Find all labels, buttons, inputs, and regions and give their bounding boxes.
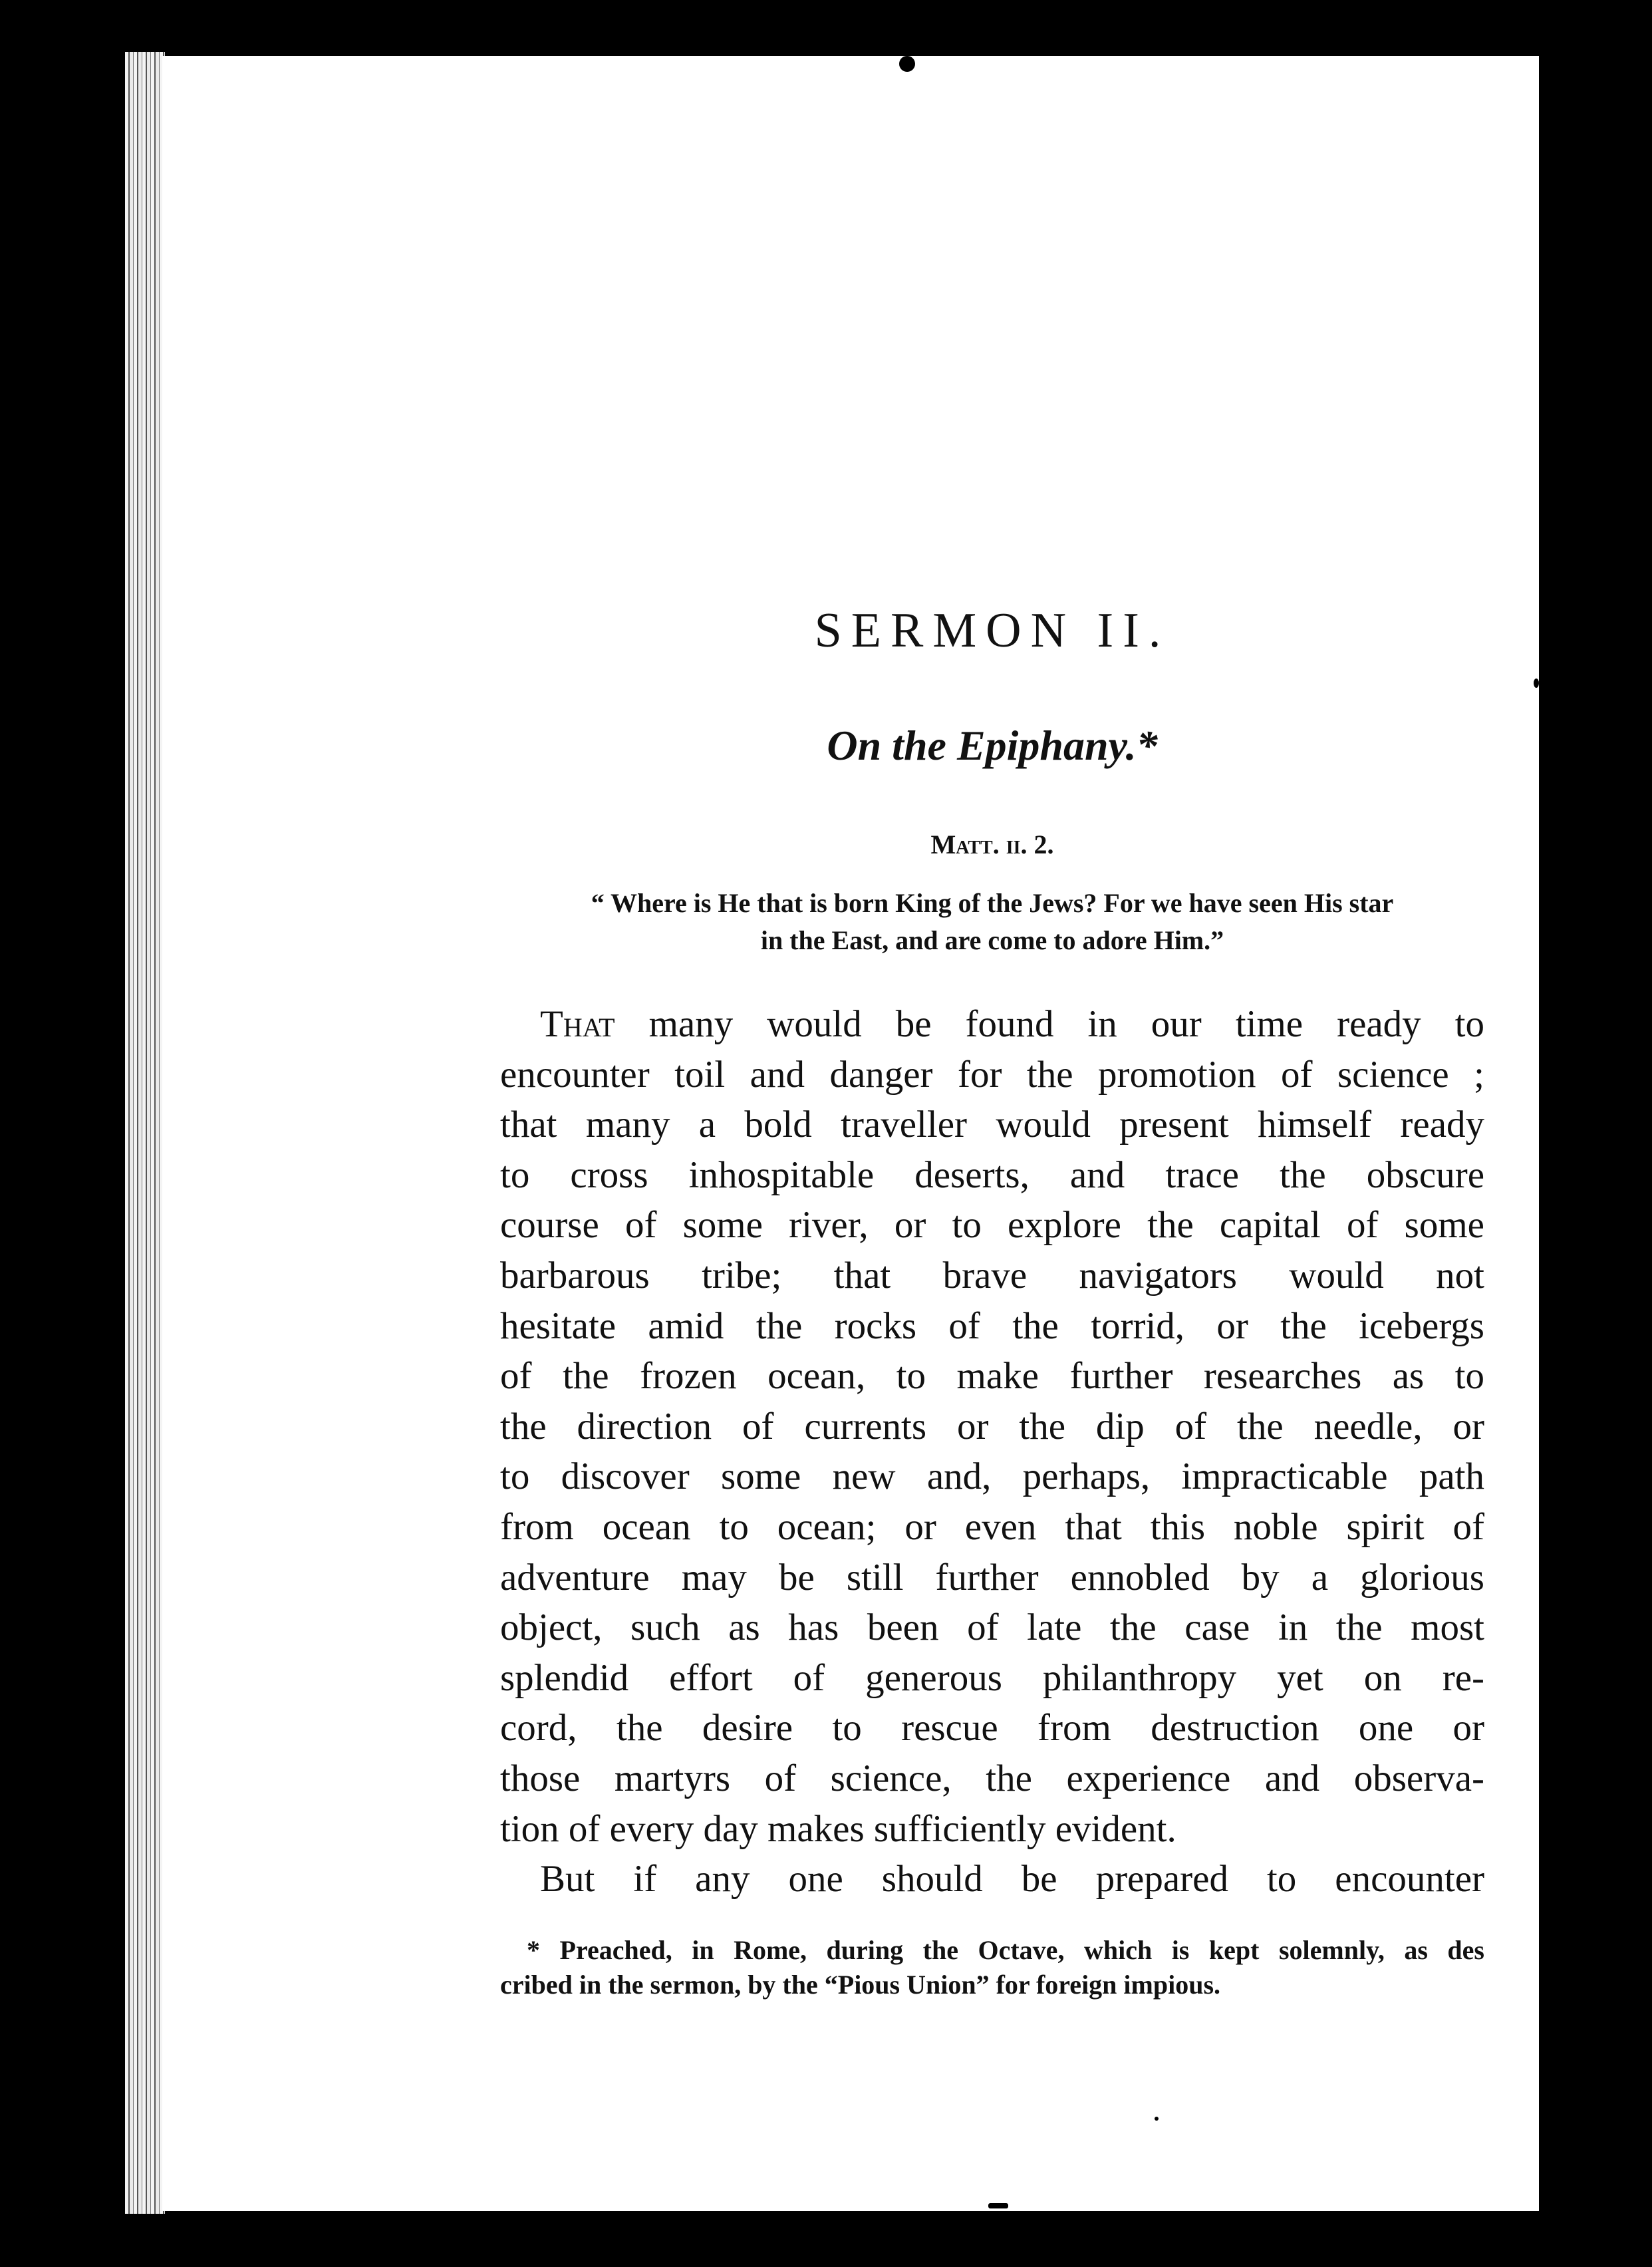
body-line: that many a bold traveller would present himself ready [500, 1104, 1484, 1146]
body-line: object, such as has been of late the case in the most [500, 1606, 1484, 1649]
body-first-word: That [540, 1003, 615, 1045]
page-edges [125, 52, 165, 2214]
body-line: adventure may be still further ennobled by a glorious [500, 1556, 1484, 1598]
body-line: those martyrs of science, the experience and observa- [500, 1757, 1484, 1799]
sermon-body [500, 999, 1484, 1904]
book-page [162, 56, 1539, 2211]
body-line: But if any one should be prepared to encounter [540, 1858, 1484, 1900]
sermon-subtitle: On the Epiphany.* [827, 722, 1158, 769]
body-line: splendid effort of generous philanthropy yet on re- [500, 1656, 1484, 1699]
footnote-line: * Preached, in Rome, during the Octave, which is kept solemnly, as des [527, 1935, 1484, 1965]
scan-speck [988, 2203, 1008, 2208]
body-line-text: many would be found in our time ready to [615, 1003, 1484, 1045]
footnote-line: cribed in the sermon, by the “Pious Union” for foreign impious. [500, 1970, 1221, 2000]
body-line: tion of every day makes sufficiently evident. [500, 1807, 1176, 1850]
scan-speck [899, 56, 915, 72]
body-line: from ocean to ocean; or even that this noble spirit of [500, 1505, 1484, 1548]
body-line: course of some river, or to explore the capital of some [500, 1204, 1484, 1247]
body-line: cord, the desire to rescue from destruction one or [500, 1707, 1484, 1749]
body-line: encounter toil and danger for the promotion of science ; [500, 1053, 1484, 1096]
scripture-reference: Matt. ii. 2. [930, 830, 1054, 859]
scan-speck [1534, 679, 1539, 688]
body-line: of the frozen ocean, to make further researches as to [500, 1355, 1484, 1398]
body-line: to cross inhospitable deserts, and trace the obscure [500, 1153, 1484, 1196]
scan-speck [1542, 279, 1547, 298]
body-line [500, 999, 1484, 1050]
footnote [500, 1933, 1484, 2002]
scripture-quote [500, 885, 1484, 959]
scripture-quote-line: in the East, and are come to adore Him.” [760, 925, 1224, 955]
body-line: to discover some new and, perhaps, impracticable path [500, 1455, 1484, 1498]
body-line: hesitate amid the rocks of the torrid, or the icebergs [500, 1304, 1484, 1347]
sermon-heading: SERMON II. [814, 603, 1170, 658]
body-line: the direction of currents or the dip of the needle, or [500, 1405, 1484, 1447]
body-line: barbarous tribe; that brave navigators would not [500, 1254, 1484, 1296]
scan-speck [11, 761, 30, 785]
scripture-quote-line: “ Where is He that is born King of the Jews? For we have seen His star [591, 888, 1394, 918]
scan-speck [1155, 2117, 1159, 2121]
